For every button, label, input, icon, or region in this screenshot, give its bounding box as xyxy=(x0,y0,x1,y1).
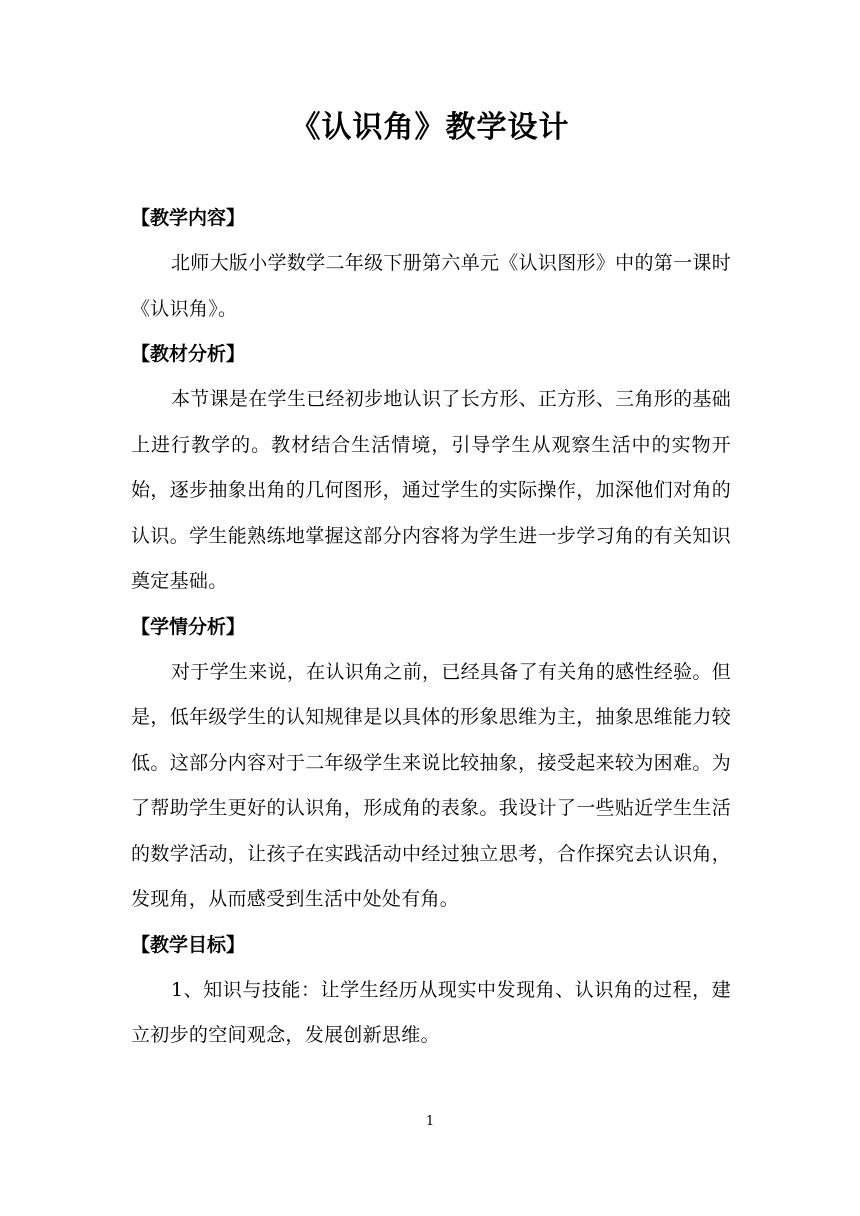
section-paragraph-material-analysis: 本节课是在学生已经初步地认识了长方形、正方形、三角形的基础上进行教学的。教材结合生活情境，引导学生从观察生活中的实物开始，逐步抽象出角的几何图形，通过学生的实际操作，加深他们对角的认识。学生能熟练地掌握这部分内容将为学生进一步学习角的有关知识奠定基础。 xyxy=(131,388,731,592)
document-title: 《认识角》教学设计 xyxy=(290,110,570,145)
section-paragraph-student-analysis: 对于学生来说，在认识角之前，已经具备了有关角的感性经验。但是，低年级学生的认知规律是以具体的形象思维为主，抽象思维能力较低。这部分内容对于二年级学生来说比较抽象，接受起来较为困难。为了帮助学生更好的认识角，形成角的表象。我设计了一些贴近学生生活的数学活动，让孩子在实践活动中经过独立思考，合作探究去认识角，发现角，从而感受到生活中处处有角。 xyxy=(131,660,731,910)
section-heading-teaching-goals: 【教学目标】 xyxy=(131,933,246,956)
section-paragraph-teaching-goals: 1、知识与技能：让学生经历从现实中发现角、认识角的过程，建立初步的空间观念，发展创新思维。 xyxy=(131,978,731,1046)
section-heading-student-analysis: 【学情分析】 xyxy=(131,615,246,638)
section-heading-material-analysis: 【教材分析】 xyxy=(131,343,246,365)
section-paragraph-teaching-content: 北师大版小学数学二年级下册第六单元《认识图形》中的第一课时《认识角》。 xyxy=(131,252,731,320)
document-body xyxy=(131,196,731,1059)
section-heading-teaching-content: 【教学内容】 xyxy=(131,207,246,229)
page-number: 1 xyxy=(425,1114,435,1129)
